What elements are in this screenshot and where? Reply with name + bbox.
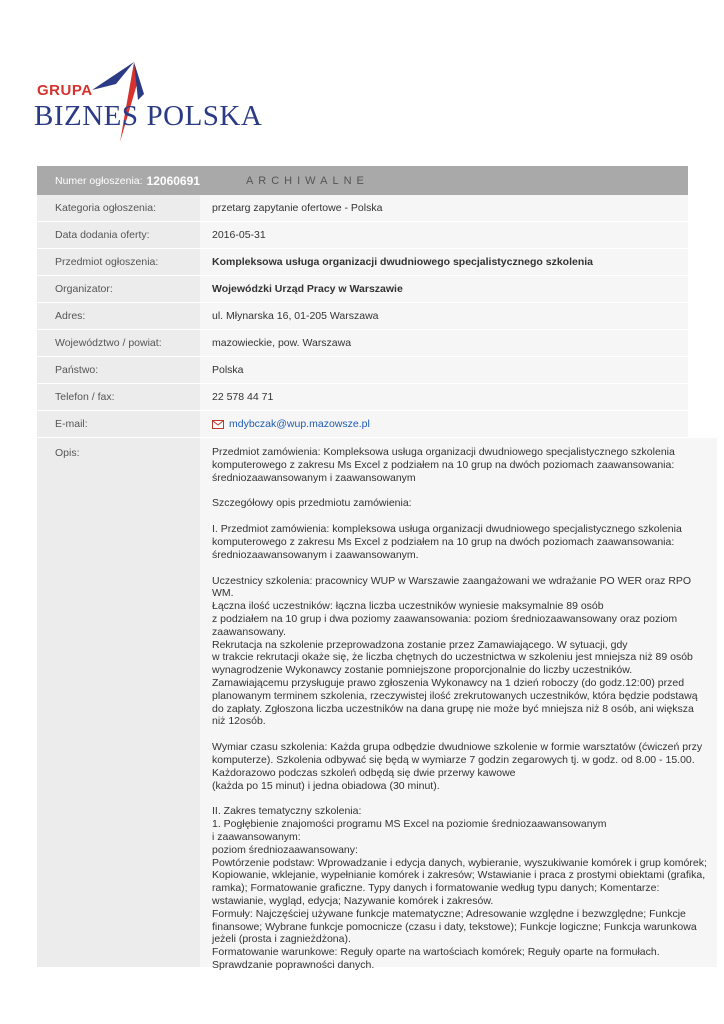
row-key: Województwo / powiat: xyxy=(37,330,200,356)
description-line: zaawansowany. xyxy=(212,625,286,638)
row-email xyxy=(37,411,688,438)
description-line: komputerowego z zakresu Ms Excel z podziałem na 10 grup na dwóch poziomach zaawansowania: xyxy=(212,458,675,471)
description-line: poziom średniozaawansowany: xyxy=(212,843,358,856)
logo-main-right: POLSKA xyxy=(146,100,263,132)
description-paragraph xyxy=(212,575,707,729)
status-badge: ARCHIWALNE xyxy=(245,174,369,187)
description-line: ramka); Formatowanie graficzne. Typy danych i formatowanie według typu danych; Komentarze: xyxy=(212,882,660,895)
description-line: niż 12osób. xyxy=(212,715,266,728)
announcement-table xyxy=(37,166,707,971)
row-phone xyxy=(37,384,688,411)
logo-main xyxy=(34,100,262,133)
row-key: Data dodania oferty: xyxy=(37,222,200,248)
description-line: wynagrodzenie Wykonawcy zostanie pomniejszone proporcjonalnie do liczby uczestników. xyxy=(212,664,633,677)
description-line: wstawianie, wygląd, edycja; Nazywanie komórek i zakresów. xyxy=(212,894,494,907)
announcement-number-label: Numer ogłoszenia: xyxy=(55,174,143,187)
row-key: E-mail: xyxy=(37,411,200,437)
description-paragraph xyxy=(212,497,707,510)
description-paragraph xyxy=(212,805,707,971)
row-key: Adres: xyxy=(37,303,200,329)
description-line: planowanym terminem szkolenia, rzeczywistej ilość zrekrutowanych uczestników, która będzie podstawą xyxy=(212,689,698,702)
description-line: I. Przedmiot zamówienia: kompleksowa usługa organizacji dwudniowego specjalistycznego szkolenia xyxy=(212,523,682,536)
description-line: komputerze). Szkolenia odbywać się będą w wymiarze 7 godzin zegarowych tj. w godz. od 8.00 - 15.00. xyxy=(212,753,695,766)
description-line: finansowe; Wybrane funkcje pomocnicze (czasu i daty, tekstowe); Funkcje logiczne; Funkcja warunkowa xyxy=(212,920,697,933)
row-value-email xyxy=(200,411,688,437)
description-line: Szczegółowy opis przedmiotu zamówienia: xyxy=(212,497,412,510)
description-paragraph xyxy=(212,446,707,484)
description-line: do zapłaty. Zgłoszona liczba uczestników na dana grupę nie może być mniejsza niż 8 osób, ani większa xyxy=(212,702,694,715)
description-line: 1. Pogłębienie znajomości programu MS Excel na poziomie średniozaawansowanym xyxy=(212,818,607,831)
row-key: Opis: xyxy=(37,438,200,967)
description-line: Sprawdzanie poprawności danych. xyxy=(212,958,375,971)
description-line: średniozaawansowanym i zaawansowanym. xyxy=(212,548,419,561)
description-line: z podziałem na 10 grup i dwa poziomy zaawansowania: poziom średniozaawansowany oraz poziom xyxy=(212,612,678,625)
description-line: komputerowego z zakresu Ms Excel z podziałem na 10 grup na dwóch poziomach zaawansowania: xyxy=(212,535,675,548)
row-subject xyxy=(37,249,688,276)
row-key: Państwo: xyxy=(37,357,200,383)
description-line: Powtórzenie podstaw: Wprowadzanie i edycja danych, wybieranie, wyszukiwanie komórek i grup komórek; xyxy=(212,856,707,869)
row-country xyxy=(37,357,688,384)
description-line: Każdorazowo podczas szkoleń odbędą się dwie przerwy kawowe xyxy=(212,766,516,779)
description-line: Uczestnicy szkolenia: pracownicy WUP w Warszawie zaangażowani we wdrażanie PO WER oraz RPO xyxy=(212,574,692,587)
description-paragraph xyxy=(212,523,707,561)
description-line: średniozaawansowanym i zaawansowanym xyxy=(212,471,416,484)
row-value: ul. Młynarska 16, 01-205 Warszawa xyxy=(200,303,688,329)
description-line: jeżeli (prosta i zagnieżdżona). xyxy=(212,933,351,946)
description-line: Wymiar czasu szkolenia: Każda grupa odbędzie dwudniowe szkolenie w formie warsztatów (ćwiczeń przy xyxy=(212,741,703,754)
row-address xyxy=(37,303,688,330)
row-value: 2016-05-31 xyxy=(200,222,688,248)
row-value: Polska xyxy=(200,357,688,383)
row-region xyxy=(37,330,688,357)
row-key: Telefon / fax: xyxy=(37,384,200,410)
description-line: II. Zakres tematyczny szkolenia: xyxy=(212,805,362,818)
row-key: Kategoria ogłoszenia: xyxy=(37,195,200,221)
row-value: 22 578 44 71 xyxy=(200,384,688,410)
row-value: Wojewódzki Urząd Pracy w Warszawie xyxy=(200,276,688,302)
logo-grupa: GRUPA xyxy=(37,82,93,99)
mail-icon xyxy=(212,420,224,429)
row-category xyxy=(37,195,688,222)
description-line: Formatowanie warunkowe: Reguły oparte na wartościach komórek; Reguły oparte na formułach. xyxy=(212,946,660,959)
description-paragraph xyxy=(212,741,707,792)
row-date xyxy=(37,222,688,249)
description-line: (każda po 15 minut) i jedna obiadowa (30 minut). xyxy=(212,779,440,792)
row-value: Kompleksowa usługa organizacji dwudniowego specjalistycznego szkolenia xyxy=(200,249,688,275)
description-line: Łączna ilość uczestników: łączna liczba uczestników wyniesie maksymalnie 89 osób xyxy=(212,600,604,613)
description-line: Zamawiającemu przysługuje prawo zgłoszenia Wykonawcy na 1 dzień roboczy (do godz.12:00) przed xyxy=(212,676,685,689)
description-line: Rekrutacja na szkolenie przeprowadzona zostanie przez Zamawiającego. W sytuacji, gdy xyxy=(212,638,628,651)
description-body xyxy=(200,438,717,971)
row-key: Organizator: xyxy=(37,276,200,302)
description-line: Kopiowanie, wklejanie, wypełnianie komórek i zakresów; Wstawianie i praca z prostymi obiektami (grafika, xyxy=(212,869,706,882)
row-description xyxy=(37,438,707,971)
row-value: przetarg zapytanie ofertowe - Polska xyxy=(200,195,688,221)
row-key: Przedmiot ogłoszenia: xyxy=(37,249,200,275)
logo xyxy=(34,54,263,144)
description-line: w trakcie rekrutacji okaże się, że liczba chętnych do uczestnictwa w szkoleniu jest mniejsza niż 89 osób xyxy=(212,651,693,664)
description-line: Przedmiot zamówienia: Kompleksowa usługa organizacji dwudniowego specjalistycznego szkolenia xyxy=(212,446,675,458)
logo-main-left: BIZNES xyxy=(34,100,139,132)
description-line: Formuły: Najczęściej używane funkcje matematyczne; Adresowanie względne i bezwzględne; Funkcje xyxy=(212,907,686,920)
row-value: mazowieckie, pow. Warszawa xyxy=(200,330,688,356)
email-link[interactable]: mdybczak@wup.mazowsze.pl xyxy=(229,418,370,430)
description-line: WM. xyxy=(212,587,234,600)
announcement-number: 12060691 xyxy=(146,173,200,188)
description-line: i zaawansowanym: xyxy=(212,830,301,843)
announcement-header xyxy=(37,166,688,195)
row-organizer xyxy=(37,276,688,303)
